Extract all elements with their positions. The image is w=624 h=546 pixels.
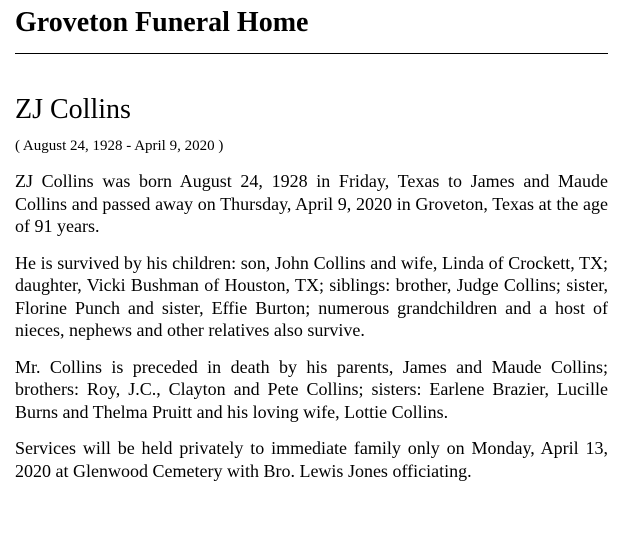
dates-open-paren: (: [15, 138, 23, 154]
obituary-paragraph-birth: ZJ Collins was born August 24, 1928 in Friday, Texas to James and Maude Collins and passed away on Thursday, April 9, 2020 in Groveton, Texas at the age of 91 years.: [15, 171, 608, 236]
death-date: April 9, 2020: [134, 138, 215, 154]
dates-separator: -: [122, 138, 135, 154]
header-divider: [15, 53, 608, 54]
dates-close-paren: ): [214, 138, 224, 154]
obituary-paragraph-preceded: Mr. Collins is preceded in death by his parents, James and Maude Collins; brothers: Roy, J.C., Clayton and Pete Collins; sisters: Earlene Brazier, Lucille Burns and Thelma Pruitt and his loving wife, Lottie Collins.: [15, 356, 608, 422]
obituary-name: ZJ Collins: [15, 94, 131, 125]
obituary-dates: [15, 137, 609, 155]
obituary-paragraph-services: Services will be held privately to immediate family only on Monday, April 13, 2020 at Glenwood Cemetery with Bro. Lewis Jones officiating.: [15, 438, 608, 481]
obituary-paragraph-survivors: He is survived by his children: son, John Collins and wife, Linda of Crockett, TX; daughter, Vicki Bushman of Houston, TX; siblings: brother, Judge Collins; sister, Florine Punch and sister, Effie Burton; numerous grandchildren and a host of nieces, nephews and other relatives also survive.: [15, 252, 608, 340]
birth-date: August 24, 1928: [22, 138, 123, 154]
site-title: Groveton Funeral Home: [15, 7, 309, 38]
